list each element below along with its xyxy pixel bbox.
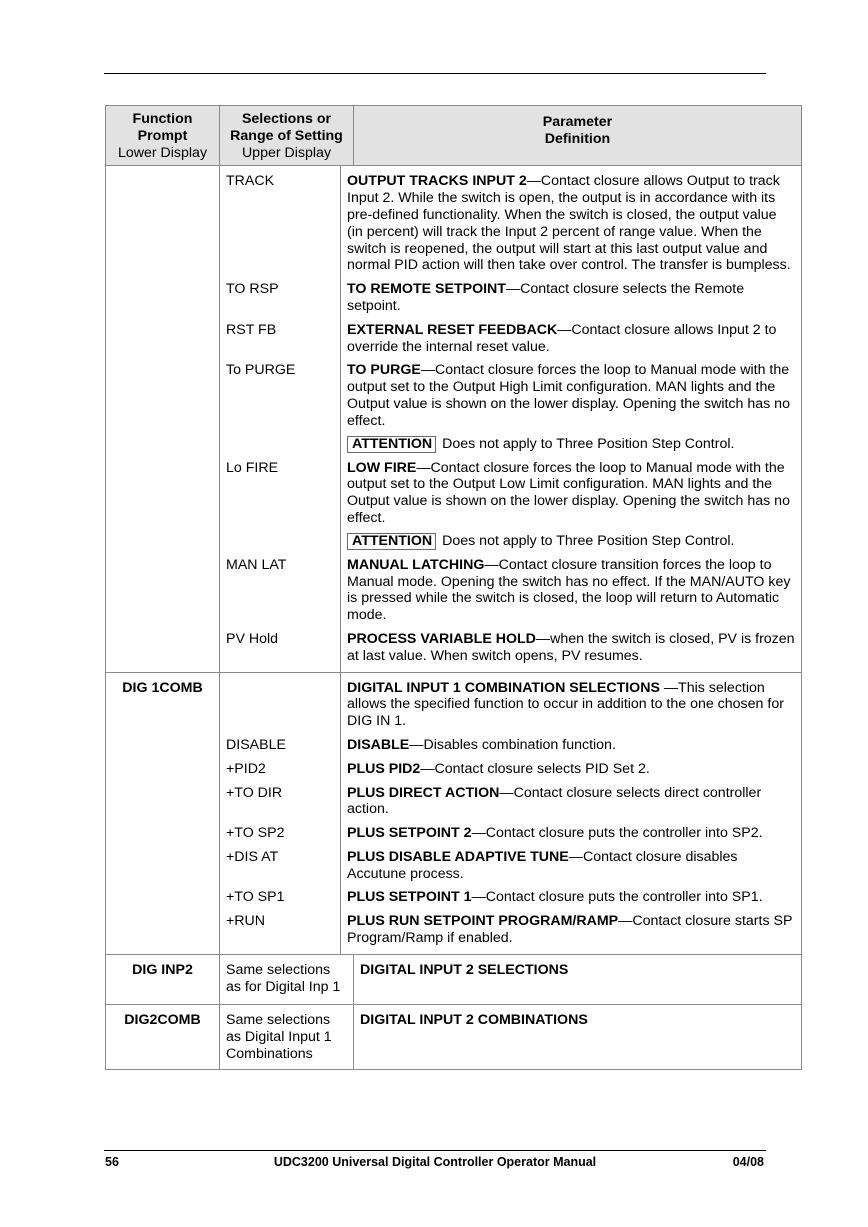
function-prompt-cell: DIG2COMB [106, 1005, 220, 1069]
definition-body: —Contact closure allows Output to track Input 2. While the switch is open, the output is in accordance with its pre-defined functionality. When the switch is closed, the output value (in percent) will track the Input 2 percent of range value. When the switch is reopened, the output will start at this last output value and normal PID action will then take over control. The transfer is bumpless. [347, 173, 791, 274]
definition-body: —Disables combination function. [409, 736, 616, 753]
header-line: Parameter [542, 114, 613, 130]
manual-title: UDC3200 Universal Digital Controller Operator Manual [273, 1155, 597, 1169]
attention-text: Does not apply to Three Position Step Control. [442, 435, 735, 452]
definition-text [341, 673, 801, 730]
header-selections [220, 106, 354, 166]
definition-text [341, 624, 801, 665]
definition-term: LOW FIRE [347, 459, 417, 476]
definition-term: DIGITAL INPUT 1 COMBINATION SELECTIONS [347, 679, 660, 696]
definition-term: PLUS RUN SETPOINT PROGRAM/RAMP [347, 913, 619, 930]
list-item [220, 315, 801, 356]
list-item [220, 453, 801, 550]
header-function-prompt [106, 106, 220, 166]
header-line: Upper Display [241, 144, 332, 161]
attention-note [347, 436, 795, 453]
selection-value [220, 673, 341, 730]
function-prompt-cell: DIG INP2 [106, 954, 220, 1005]
header-line: Prompt [137, 127, 188, 144]
table-row [106, 1005, 802, 1069]
list-item [220, 166, 801, 274]
definition-term: PLUS SETPOINT 2 [347, 825, 472, 842]
definition-term: PLUS DISABLE ADAPTIVE TUNE [347, 848, 569, 865]
revision-date: 04/08 [732, 1155, 764, 1169]
definition-text [341, 315, 801, 356]
table-row [106, 954, 802, 1005]
table-header-row [106, 106, 802, 166]
definition-body: —Contact closure selects PID Set 2. [420, 760, 650, 777]
definition-body: —Contact closure selects direct controller action. [347, 784, 762, 818]
selection-value: RST FB [220, 315, 341, 356]
attention-badge: ATTENTION [347, 436, 436, 453]
list-item [220, 754, 801, 778]
selection-value: +TO SP1 [220, 882, 341, 906]
definition-body: —Contact closure forces the loop to Manual mode with the output set to the Output High Limit configuration. MAN lights and the Output value is shown on the lower display. Opening the switch has no effect. [347, 362, 790, 429]
definition-body: —Contact closure allows Input 2 to override the internal reset value. [347, 321, 777, 355]
list-item [220, 778, 801, 819]
header-line: Selections or [241, 111, 332, 127]
header-line: Definition [544, 130, 611, 147]
group1-entries [220, 166, 802, 672]
footer-rule [104, 1150, 766, 1151]
selection-value: To PURGE [220, 355, 341, 452]
definition-term: TO PURGE [347, 362, 421, 379]
header-line: Lower Display [117, 144, 208, 161]
definition-text [341, 166, 801, 274]
table-row [106, 672, 802, 954]
list-item [220, 906, 801, 947]
definition-body: —when the switch is closed, PV is frozen at last value. When switch opens, PV resumes. [347, 630, 795, 664]
definition-term: PLUS PID2 [347, 760, 421, 777]
table-row [106, 166, 802, 672]
definition-term: PLUS SETPOINT 1 [347, 889, 472, 906]
attention-badge: ATTENTION [347, 533, 436, 550]
definition-body: —Contact closure puts the controller into SP2. [471, 825, 763, 842]
definition-cell: DIGITAL INPUT 2 SELECTIONS [354, 954, 802, 1005]
definition-cell: DIGITAL INPUT 2 COMBINATIONS [354, 1005, 802, 1069]
definition-term: EXTERNAL RESET FEEDBACK [347, 321, 558, 338]
definition-text [341, 550, 801, 624]
selection-value: DISABLE [220, 730, 341, 754]
selection-value: +TO SP2 [220, 818, 341, 842]
definition-body: —Contact closure puts the controller into SP1. [471, 889, 763, 906]
definition-body: —Contact closure disables Accutune process. [347, 848, 738, 882]
header-parameter-definition [354, 106, 802, 166]
selection-cell: Same selections as for Digital Inp 1 [220, 954, 354, 1005]
attention-note [347, 533, 795, 550]
function-prompt-cell: DIG 1COMB [106, 672, 220, 954]
definition-text [341, 730, 801, 754]
definition-text [341, 818, 801, 842]
definition-text [341, 453, 801, 550]
selection-value: +TO DIR [220, 778, 341, 819]
list-item [220, 624, 801, 665]
attention-text: Does not apply to Three Position Step Control. [442, 532, 735, 549]
list-item [220, 355, 801, 452]
parameter-table-wrapper [105, 105, 802, 1070]
list-item [220, 842, 801, 883]
definition-term: TO REMOTE SETPOINT [347, 281, 506, 298]
header-rule [104, 73, 766, 74]
selection-value: +RUN [220, 906, 341, 947]
header-line: Range of Setting [230, 127, 343, 144]
definition-term: DISABLE [347, 736, 410, 753]
definition-body: —Contact closure transition forces the loop to Manual mode. Opening the switch has no effect. If the MAN/AUTO key is pressed while the switch is closed, the loop will return to Automatic mode. [347, 556, 791, 624]
definition-term: PLUS DIRECT ACTION [347, 784, 500, 801]
list-item [220, 673, 801, 730]
parameter-table [105, 105, 802, 1070]
list-item [220, 882, 801, 906]
definition-body: —Contact closure forces the loop to Manual mode with the output set to the Output Low Limit configuration. MAN lights and the Output value is shown on the lower display. Opening the switch has no effect. [347, 459, 790, 526]
selection-value: +DIS AT [220, 842, 341, 883]
definition-text [341, 754, 801, 778]
definition-text [341, 882, 801, 906]
definition-text [341, 355, 801, 452]
list-item [220, 550, 801, 624]
definition-term: PROCESS VARIABLE HOLD [347, 630, 536, 647]
selection-value: MAN LAT [220, 550, 341, 624]
definition-body: —Contact closure starts SP Program/Ramp if enabled. [347, 913, 793, 947]
list-item [220, 818, 801, 842]
definition-body: —This selection allows the specified function to occur in addition to the one chosen for DIG IN 1. [347, 679, 784, 730]
definition-text [341, 274, 801, 315]
list-item [220, 274, 801, 315]
definition-term: OUTPUT TRACKS INPUT 2 [347, 173, 527, 190]
selection-value: TO RSP [220, 274, 341, 315]
definition-text [341, 778, 801, 819]
definition-body: —Contact closure selects the Remote setpoint. [347, 281, 745, 314]
selection-cell: Same selections as Digital Input 1 Combinations [220, 1005, 354, 1069]
selection-value: +PID2 [220, 754, 341, 778]
header-line: Function [132, 111, 193, 127]
selection-value: PV Hold [220, 624, 341, 665]
selection-value: TRACK [220, 166, 341, 274]
definition-term: MANUAL LATCHING [347, 556, 485, 573]
function-prompt-cell [106, 166, 220, 672]
selection-value: Lo FIRE [220, 453, 341, 550]
definition-text [341, 906, 801, 947]
list-item [220, 730, 801, 754]
definition-text [341, 842, 801, 883]
page-number: 56 [105, 1155, 119, 1169]
group2-entries [220, 672, 802, 954]
